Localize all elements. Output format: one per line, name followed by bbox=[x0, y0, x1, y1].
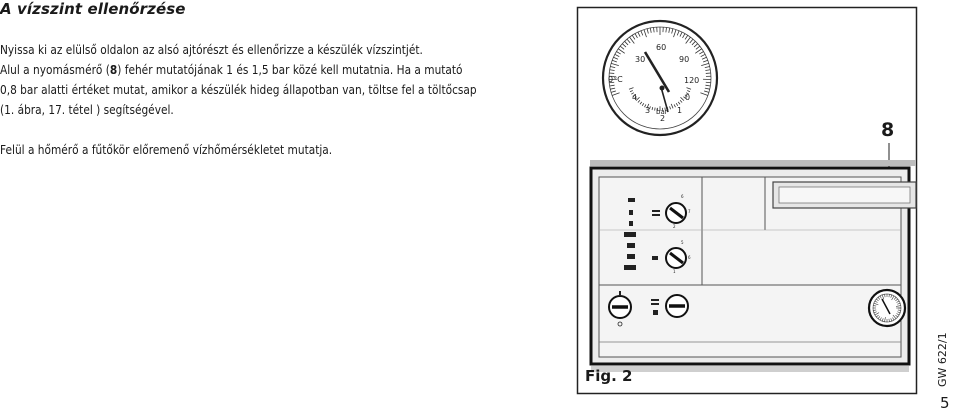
figure-code: GW 622/1 bbox=[936, 332, 949, 387]
reference-number: 8 bbox=[109, 62, 118, 77]
page-number: 5 bbox=[940, 394, 950, 412]
para-line: 0,8 bar alatti értéket mutat, amikor a készülék hideg állapotban van, töltse fel a töltőcsap bbox=[0, 82, 477, 97]
callout-number: 8 bbox=[881, 119, 895, 141]
knob-digit: 6 bbox=[688, 255, 691, 260]
pressure-label: 3 bbox=[645, 106, 651, 115]
para-text: ) fehér mutatójának 1 és 1,5 bar közé kell mutatnia. Ha a mutató bbox=[117, 62, 463, 77]
housing-band bbox=[590, 160, 916, 166]
pressure-label: 0 bbox=[685, 93, 691, 102]
para-line: Nyissa ki az elülső oldalon az alsó ajtórészt és ellenőrizze a készülék vízszintjét. bbox=[0, 42, 423, 57]
knob-digit: 5 bbox=[681, 240, 684, 245]
paragraph-thermometer: Felül a hőmérő a fűtőkör előremenő vízhőmérsékletet mutatja. bbox=[0, 142, 333, 157]
section-heading: A vízszint ellenőrzése bbox=[0, 0, 186, 18]
temp-label: 60 bbox=[656, 43, 667, 52]
pressure-label: 1 bbox=[677, 106, 683, 115]
thermo-manometer-large bbox=[603, 21, 717, 135]
lower-band bbox=[591, 366, 909, 372]
knob-digit: 6 bbox=[681, 194, 684, 199]
pressure-label: 4 bbox=[632, 93, 638, 102]
temp-label: 90 bbox=[679, 55, 690, 64]
unit-label: bar bbox=[656, 108, 668, 116]
figure-label: Fig. 2 bbox=[585, 367, 633, 385]
para-text: Alul a nyomásmérő ( bbox=[0, 62, 110, 77]
knob-digit: 1 bbox=[673, 269, 676, 274]
para-line: (1. ábra, 17. tétel ) segítségével. bbox=[0, 102, 174, 117]
knob-digit: 7 bbox=[688, 209, 691, 214]
thermo-manometer-small bbox=[869, 290, 905, 326]
pressure-label: 2 bbox=[660, 114, 666, 123]
knob-digit: 2 bbox=[673, 224, 676, 229]
temp-label: 30 bbox=[635, 55, 646, 64]
temp-label: 120 bbox=[684, 76, 700, 85]
temp-label: 0°C bbox=[608, 75, 623, 84]
